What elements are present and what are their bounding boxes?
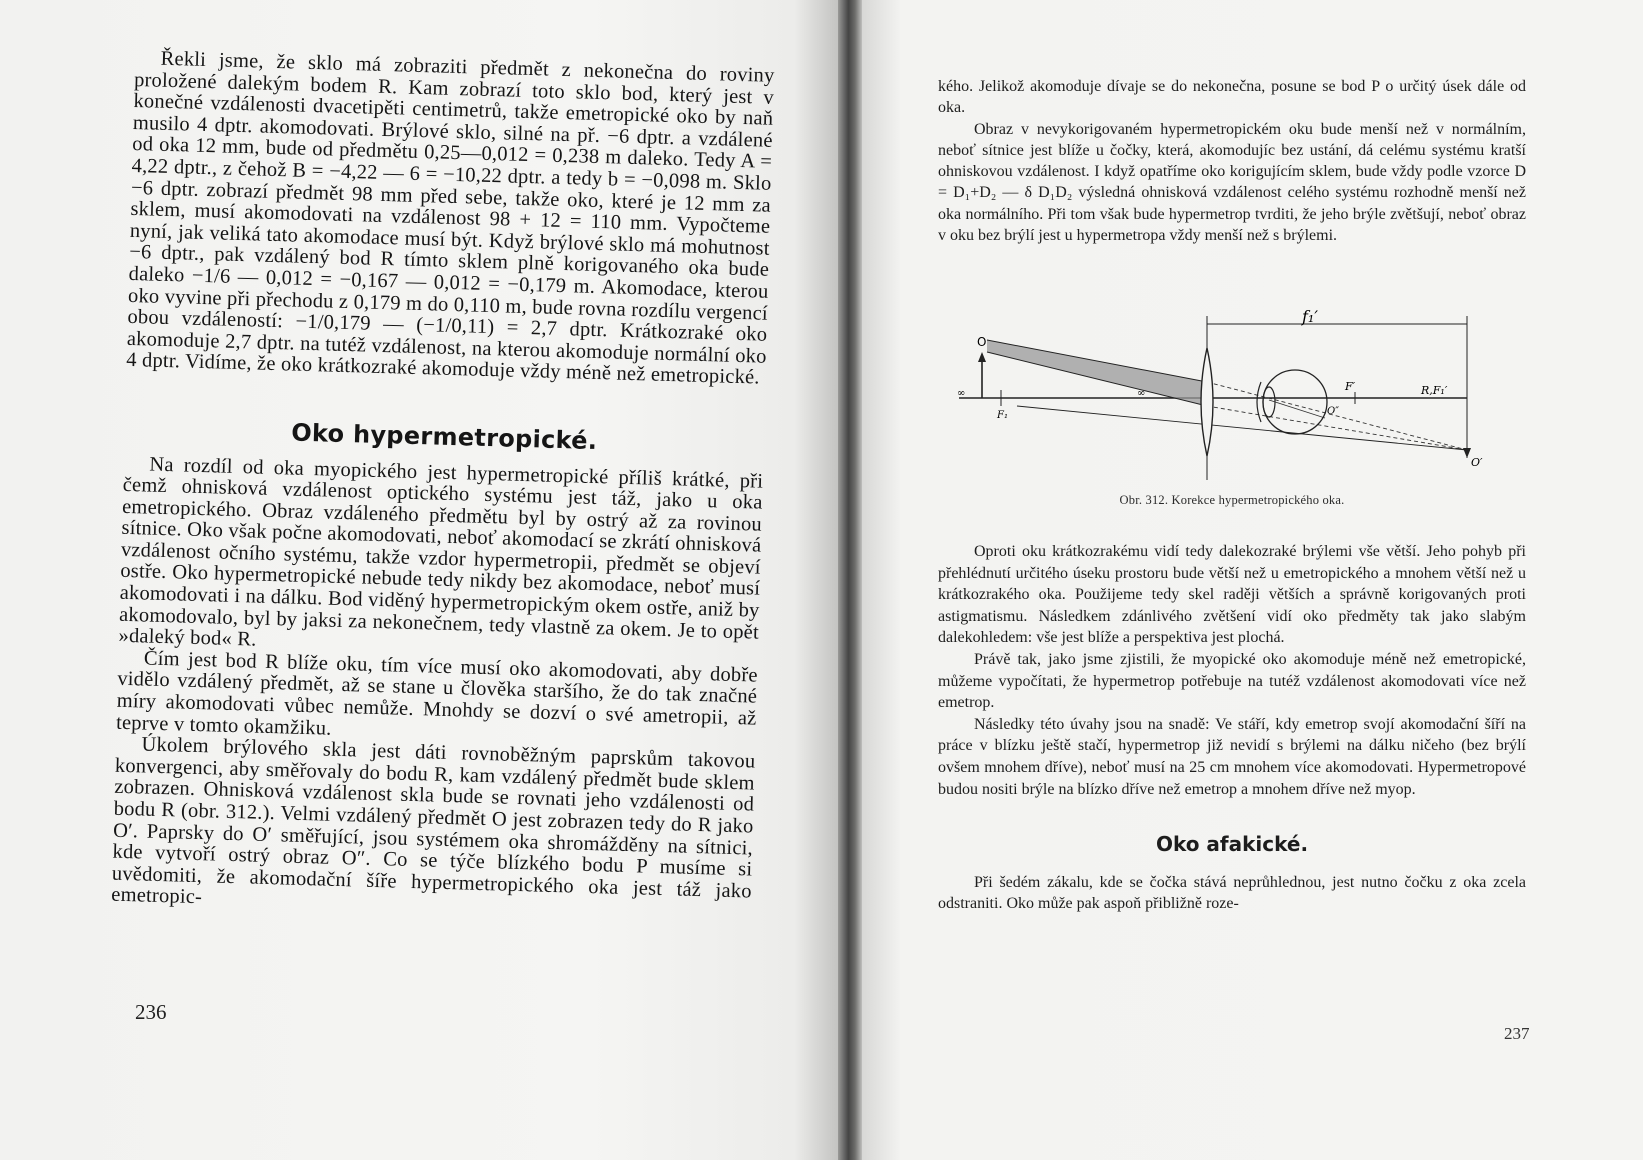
object-arrowhead xyxy=(978,352,986,362)
figure-caption: Obr. 312. Korekce hypermetropického oka. xyxy=(1119,493,1345,507)
left-paragraph: Úkolem brýlového skla jest dáti rovnoběžným paprskům takovou konvergenci, aby směřovaly do bodu R, kam vzdálený předmět bude sklem zobrazen. Ohnisková vzdálenost skla bude se rovnati jeho vzdálenosti od bodu R (obr. 312.). Velmi vzdálený předmět O jest zobrazen tedy do R jako O′. Paprsky do O′ směřující, jsou systémem oka shromážděny na sítnici, kde vytvoří ostrý obraz O″. Co se týče blízkého bodu P musíme si uvědomiti, že akomodační šíře hypermetropického oka jest táž jako emetropic- xyxy=(111,733,756,909)
focal-label: f₁′ xyxy=(1302,310,1318,326)
eye-internal-ray xyxy=(1269,400,1325,418)
fprime-label: F′ xyxy=(1345,380,1356,393)
infinity-label-mid: ∞ xyxy=(1137,388,1146,399)
o1-label: O′ xyxy=(1471,456,1483,469)
f1-label: F₁ xyxy=(997,410,1008,421)
right-section-heading: Oko afakické. xyxy=(1155,832,1309,857)
left-paragraph: Řekli jsme, že sklo má zobraziti předmět z nekonečna do roviny proložené dalekým bodem R. Kam zobrazí toto sklo bod, který jest v konečné vzdálenosti dvacetipěti centimetrů, takže emetropické oko by naň musilo 4 dptr. akomodovati. Brýlové sklo, silné na př. −6 dptr. a vzdálené od oka 12 mm, bude od předmětu 0,25—0,012 = 0,238 m daleko. Tedy A = 4,22 dptr., z čehož B = −4,22 — 6 = −10,22 dptr. a tedy b = −0,098 m. Sklo −6 dptr. zobrazí předmět 98 mm před sebe, takže oko, které je 12 mm za sklem, musí akomodovati na vzdálenost 98 + 12 = 110 mm. Vypočteme nyní, jak veliká tato akomodace musí být. Když brýlové sklo má mohutnost −6 dptr., pak vzdálený bod R tímto sklem plně korigovaného oka bude daleko −1/6 — 0,012 = −0,167 — 0,012 = −0,179 m. Akomodace, kterou oko vyvine při přechodu z 0,179 m do 0,110 m, bude rovna rozdílu vergencí obou vzdáleností: −1/0,179 — (−1/0,11) = 2,7 dptr. Krátkozraké oko akomoduje 2,7 dptr. na tutéž vzdálenost, na kterou akomoduje normální oko 4 dptr. Vidíme, že oko krátkozraké akomoduje vždy méně než emetropické. xyxy=(125,47,775,389)
image-arrowhead xyxy=(1463,448,1471,458)
eye-cornea xyxy=(1257,382,1261,422)
eye-globe xyxy=(1263,370,1327,434)
rf-label: R,F₁′ xyxy=(1421,384,1448,397)
right-paragraph: Při šedém zákalu, kde se čočka stává neprůhlednou, jest nutno čočku z oka zcela odstraniti. Oko může pak aspoň přibližně roze- xyxy=(938,873,1526,913)
right-page-text-top xyxy=(938,76,1526,246)
left-page-number: 236 xyxy=(135,1000,167,1024)
right-paragraph: Obraz v nevykorigovaném hypermetropickém oku bude menší než v normálním, neboť sítnice jest blíže u čočky, která, akomodujíc bez ustání, dá celému systému kratší ohniskovou vzdálenost. I když opatříme oko korigujícím sklem, bude vždy podle vzorce D = D₁+D₂ — δ D₁D₂ výsledná ohnisková vzdálenost celého systému rozhodně menší než oka normálního. Při tom však bude hypermetrop tvrditi, že jeho brýle zvětšují, neboť obraz v oku bez brýlí jest u hypermetropa vždy menší než s brýlemi. xyxy=(938,120,1526,245)
object-label: O xyxy=(977,335,987,349)
hypermetropia-correction-diagram xyxy=(957,310,1507,480)
right-paragraph: Oproti oku krátkozrakému vidí tedy dalekozraké brýlemi vše větší. Jeho pohyb při přehlédnutí určitého úseku prostoru bude větší než u emetropického a mnohem větší než u krátkozrakého oka. Použijeme tedy skel raději větších a správně korigovaných proti astigmatismu. Následkem zdánlivého zvětšení vidí oko předměty tak jako slabým dalekohledem: vše jest blíže a perspektiva jest plochá. xyxy=(938,543,1526,647)
right-page-number: 237 xyxy=(1504,1024,1530,1043)
right-paragraph: kého. Jelikož akomoduje dívaje se do nekonečna, posune se bod P o určitý úsek dále od oka. xyxy=(938,78,1526,117)
eye-lens xyxy=(1263,387,1275,417)
ray-central xyxy=(1017,406,1467,450)
left-page-text xyxy=(111,48,775,925)
left-paragraph: Na rozdíl od oka myopického jest hypermetropické příliš krátké, při čemž ohnisková vzdálenost optického systému jest táž, jako u oka emetropického. Obraz vzdáleného předmětu byl by ostrý až za rovinou sítnice. Oko však počne akomodovati, neboť akomodací se zkrátí ohnisková vzdálenost očního systému, takže vzdor hypermetropii, předmět se objeví ostře. Oko hypermetropické nebude tedy nikdy bez akomodace, neboť musí akomodovati i na dálku. Bod viděný hypermetropickým okem ostře, aniž by akomodovalo, byl by jaksi za nekonečnem, tedy vlastně za okem. Je to opět »daleký bod« R. xyxy=(118,453,764,651)
infinity-label-left: ∞ xyxy=(957,388,966,399)
lens xyxy=(1201,348,1213,456)
right-paragraph: Právě tak, jako jsme zjistili, že myopické oko akomoduje méně než emetropické, můžeme vypočítati, že hypermetrop potřebuje na tutéž vzdálenost akomodovati více než emetrop. xyxy=(938,650,1526,712)
right-page-text-bottom xyxy=(938,541,1526,915)
figure-312-diagram xyxy=(957,310,1507,480)
left-section-heading: Oko hypermetropické. xyxy=(290,418,598,455)
right-paragraph: Následky této úvahy jsou na snadě: Ve stáří, kdy emetrop svojí akomodační šíří na práce v blízku ještě stačí, hypermetrop již nevidí s brýlemi na dálku ničeho (bez brýlí ovšem mnohem dříve), neboť musí na 25 cm mnohem více akomodovati. Hypermetropové budou nositi brýle na blízko dříve než emetrop a mnohem dříve než myop. xyxy=(938,715,1526,798)
o2-label: O″ xyxy=(1327,406,1339,417)
left-paragraph: Čím jest bod R blíže oku, tím více musí oko akomodovati, aby dobře vidělo vzdálený předmět, až se stane u člověka staršího, že do tak značné míry akomodovati vůbec nemůže. Mnohdy se dozví o své ametropii, až teprve v tomto okamžiku. xyxy=(115,647,759,740)
ray-bundle xyxy=(987,340,1207,406)
book-gutter xyxy=(838,0,864,1160)
